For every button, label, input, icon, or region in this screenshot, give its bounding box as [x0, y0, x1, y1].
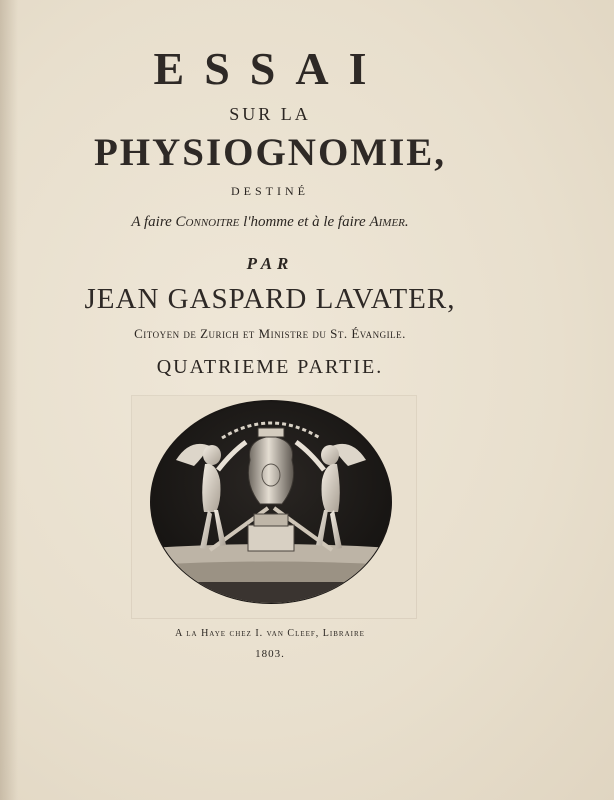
purpose-connoitre: Connoitre: [175, 214, 240, 230]
imprint: A la Haye chez I. van Cleef, Libraire: [175, 628, 365, 639]
cherubs-with-urn-engraving-icon: [150, 400, 392, 605]
author-role: Citoyen de Zurich et Ministre du St. Évangile.: [134, 326, 406, 341]
title-sur-la: SUR LA: [229, 104, 311, 124]
title-destine: DESTINÉ: [231, 184, 309, 198]
title-physiognomie: PHYSIOGNOMIE,: [93, 131, 447, 174]
purpose-middle: l'homme et à le faire: [239, 214, 370, 230]
part-number: QUATRIEME PARTIE.: [156, 356, 384, 378]
title-par: PAR: [246, 254, 294, 273]
title-essai: ESSAI: [153, 43, 387, 94]
purpose-prefix: A faire: [131, 214, 176, 230]
title-purpose: [0, 214, 540, 231]
publication-year: 1803.: [255, 648, 285, 660]
author-name: JEAN GASPARD LAVATER,: [84, 283, 456, 315]
purpose-aimer: Aimer.: [369, 214, 409, 230]
